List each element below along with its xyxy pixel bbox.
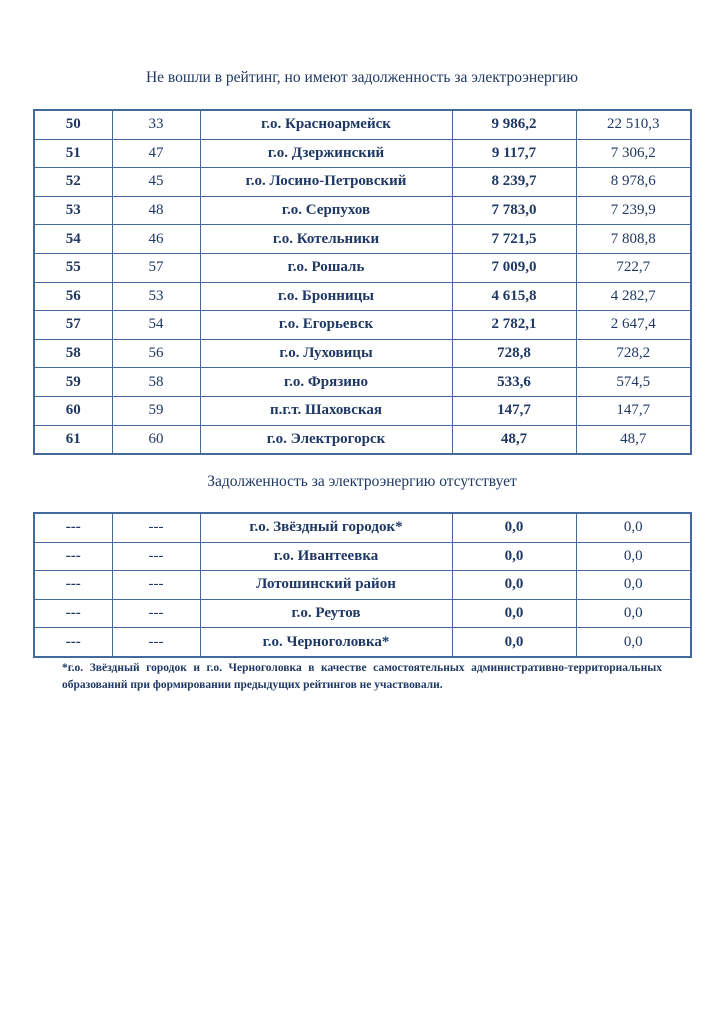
cell-municipality: г.о. Луховицы [200, 339, 452, 368]
cell-rank_current: --- [34, 571, 112, 600]
cell-debt_current: 728,8 [452, 339, 576, 368]
table-row [34, 282, 691, 311]
cell-municipality: г.о. Черноголовка* [200, 628, 452, 657]
cell-rank_previous: --- [112, 542, 200, 571]
cell-rank_previous: 48 [112, 196, 200, 225]
cell-rank_current: --- [34, 542, 112, 571]
footnote-line-2: образований при формировании предыдущих рейтингов не участвовали. [62, 679, 443, 692]
cell-debt_current: 48,7 [452, 425, 576, 454]
cell-rank_previous: 56 [112, 339, 200, 368]
table-row [34, 396, 691, 425]
cell-debt_previous: 728,2 [576, 339, 691, 368]
cell-debt_previous: 0,0 [576, 513, 691, 542]
cell-rank_previous: 54 [112, 311, 200, 340]
table-row [34, 196, 691, 225]
debtors-table [33, 109, 692, 455]
cell-municipality: г.о. Егорьевск [200, 311, 452, 340]
cell-debt_previous: 574,5 [576, 368, 691, 397]
cell-rank_previous: 58 [112, 368, 200, 397]
cell-debt_previous: 7 306,2 [576, 139, 691, 168]
cell-rank_current: 58 [34, 339, 112, 368]
cell-rank_current: 50 [34, 110, 112, 139]
table-row [34, 225, 691, 254]
cell-debt_current: 9 117,7 [452, 139, 576, 168]
cell-rank_current: 56 [34, 282, 112, 311]
cell-debt_current: 8 239,7 [452, 168, 576, 197]
cell-debt_current: 533,6 [452, 368, 576, 397]
cell-debt_previous: 7 239,9 [576, 196, 691, 225]
no-debt-table-body [34, 513, 691, 657]
cell-rank_previous: --- [112, 513, 200, 542]
cell-debt_current: 0,0 [452, 571, 576, 600]
table-row [34, 168, 691, 197]
cell-rank_current: --- [34, 599, 112, 628]
cell-rank_previous: 59 [112, 396, 200, 425]
cell-debt_previous: 0,0 [576, 571, 691, 600]
cell-debt_previous: 0,0 [576, 628, 691, 657]
cell-municipality: г.о. Красноармейск [200, 110, 452, 139]
cell-municipality: г.о. Дзержинский [200, 139, 452, 168]
cell-debt_current: 7 009,0 [452, 253, 576, 282]
cell-municipality: г.о. Лосино-Петровский [200, 168, 452, 197]
cell-municipality: г.о. Ивантеевка [200, 542, 452, 571]
footnote-line-1: *г.о. Звёздный городок и г.о. Черноголовка в качестве самостоятельных административно-территориальных [62, 662, 662, 674]
no-debt-table [33, 512, 692, 658]
cell-debt_previous: 0,0 [576, 542, 691, 571]
table-row [34, 253, 691, 282]
cell-rank_current: 57 [34, 311, 112, 340]
cell-rank_current: 60 [34, 396, 112, 425]
cell-rank_current: 51 [34, 139, 112, 168]
cell-municipality: г.о. Электрогорск [200, 425, 452, 454]
cell-debt_previous: 722,7 [576, 253, 691, 282]
cell-municipality: г.о. Бронницы [200, 282, 452, 311]
cell-rank_current: 52 [34, 168, 112, 197]
cell-debt_current: 0,0 [452, 599, 576, 628]
table-row [34, 628, 691, 657]
cell-rank_current: 55 [34, 253, 112, 282]
cell-debt_current: 9 986,2 [452, 110, 576, 139]
cell-rank_current: 61 [34, 425, 112, 454]
cell-rank_previous: 47 [112, 139, 200, 168]
cell-debt_previous: 0,0 [576, 599, 691, 628]
cell-rank_previous: 53 [112, 282, 200, 311]
table-row [34, 513, 691, 542]
cell-municipality: г.о. Рошаль [200, 253, 452, 282]
cell-municipality: г.о. Фрязино [200, 368, 452, 397]
cell-debt_current: 0,0 [452, 628, 576, 657]
cell-municipality: п.г.т. Шаховская [200, 396, 452, 425]
cell-rank_previous: 60 [112, 425, 200, 454]
cell-debt_previous: 8 978,6 [576, 168, 691, 197]
table-row [34, 339, 691, 368]
cell-rank_previous: --- [112, 571, 200, 600]
cell-debt_current: 7 783,0 [452, 196, 576, 225]
cell-debt_current: 4 615,8 [452, 282, 576, 311]
cell-rank_previous: --- [112, 599, 200, 628]
cell-debt_previous: 22 510,3 [576, 110, 691, 139]
cell-debt_previous: 48,7 [576, 425, 691, 454]
cell-rank_previous: 45 [112, 168, 200, 197]
cell-debt_current: 0,0 [452, 542, 576, 571]
cell-municipality: г.о. Серпухов [200, 196, 452, 225]
cell-rank_previous: --- [112, 628, 200, 657]
cell-debt_previous: 7 808,8 [576, 225, 691, 254]
cell-municipality: Лотошинский район [200, 571, 452, 600]
footnote [62, 660, 662, 695]
table-row [34, 425, 691, 454]
cell-rank_previous: 57 [112, 253, 200, 282]
cell-rank_current: 59 [34, 368, 112, 397]
cell-debt_previous: 147,7 [576, 396, 691, 425]
cell-municipality: г.о. Звёздный городок* [200, 513, 452, 542]
cell-rank_previous: 33 [112, 110, 200, 139]
cell-debt_current: 2 782,1 [452, 311, 576, 340]
table-row [34, 110, 691, 139]
cell-rank_current: 54 [34, 225, 112, 254]
cell-rank_current: --- [34, 628, 112, 657]
section-title-debtors: Не вошли в рейтинг, но имеют задолженность за электроэнергию [145, 69, 579, 86]
cell-rank_previous: 46 [112, 225, 200, 254]
cell-municipality: г.о. Котельники [200, 225, 452, 254]
section-title-no-debt: Задолженность за электроэнергию отсутствует [207, 473, 517, 490]
cell-debt_current: 147,7 [452, 396, 576, 425]
cell-debt_current: 0,0 [452, 513, 576, 542]
cell-municipality: г.о. Реутов [200, 599, 452, 628]
cell-debt_current: 7 721,5 [452, 225, 576, 254]
cell-rank_current: --- [34, 513, 112, 542]
table-row [34, 368, 691, 397]
table-row [34, 139, 691, 168]
table-row [34, 599, 691, 628]
cell-debt_previous: 4 282,7 [576, 282, 691, 311]
cell-debt_previous: 2 647,4 [576, 311, 691, 340]
table-row [34, 311, 691, 340]
cell-rank_current: 53 [34, 196, 112, 225]
table-row [34, 542, 691, 571]
table-row [34, 571, 691, 600]
debtors-table-body [34, 110, 691, 454]
